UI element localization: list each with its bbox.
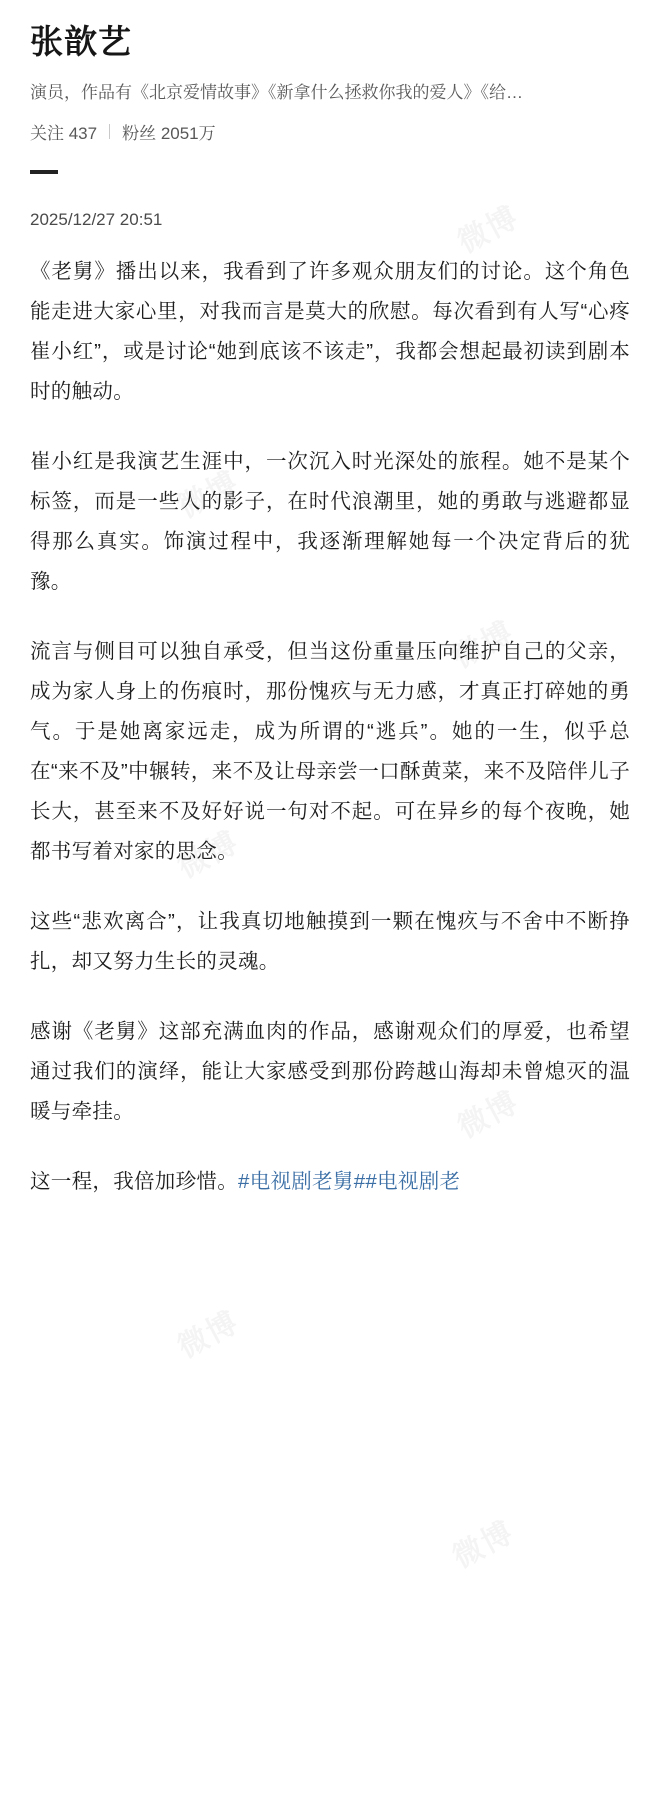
watermark [443,1508,520,1577]
post-paragraph: 感谢《老舅》这部充满血肉的作品，感谢观众们的厚爱，也希望通过我们的演绎，能让大家感受到那份跨越山海却未曾熄灭的温暖与牵挂。 [30,1019,630,1123]
section-divider [30,170,58,174]
profile-description: 演员，作品有《北京爱情故事》《新拿什么拯救你我的爱人》《给… [30,82,523,102]
post-body [30,252,630,1201]
profile-stats [30,119,630,144]
post-paragraph: 崔小红是我演艺生涯中，一次沉入时光深处的旅程。她不是某个标签，而是一些人的影子，在时代浪潮里，她的勇敢与逃避都显得那么真实。饰演过程中，我逐渐理解她每一个决定背后的犹豫。 [30,449,630,593]
followers-count[interactable]: 粉丝 2051万 [122,124,216,144]
closing-text: 这一程，我倍加珍惜。 [30,1169,238,1193]
post-closing-line [30,1162,630,1202]
hashtag-link[interactable]: #电视剧老舅# [238,1169,366,1193]
post-paragraph: 《老舅》播出以来，我看到了许多观众朋友们的讨论。这个角色能走进大家心里，对我而言是莫大的欣慰。每次看到有人写“心疼崔小红”，或是讨论“她到底该不该走”，我都会想起最初读到剧本时的触动。 [30,260,630,403]
following-count[interactable]: 关注 437 [30,124,98,144]
profile-name: 张歆艺 [30,23,132,60]
post-paragraph: 流言与侧目可以独自承受，但当这份重量压向维护自己的父亲，成为家人身上的伤痕时，那份愧疚与无力感，才真正打碎她的勇气。于是她离家远走，成为所谓的“逃兵”。她的一生，似乎总在“来不及”中辗转，来不及让母亲尝一口酥黄菜，来不及陪伴儿子长大，甚至来不及好好说一句对不起。可在异乡的每个夜晚，她都书写着对家的思念。 [30,639,630,863]
watermark [168,1298,245,1367]
hashtag-link[interactable]: #电视剧老 [365,1169,461,1193]
post-timestamp: 2025/12/27 20:51 [30,210,163,230]
post-paragraph: 这些“悲欢离合”，让我真切地触摸到一颗在愧疚与不舍中不断挣扎，却又努力生长的灵魂。 [30,909,630,973]
stats-divider [109,124,110,139]
